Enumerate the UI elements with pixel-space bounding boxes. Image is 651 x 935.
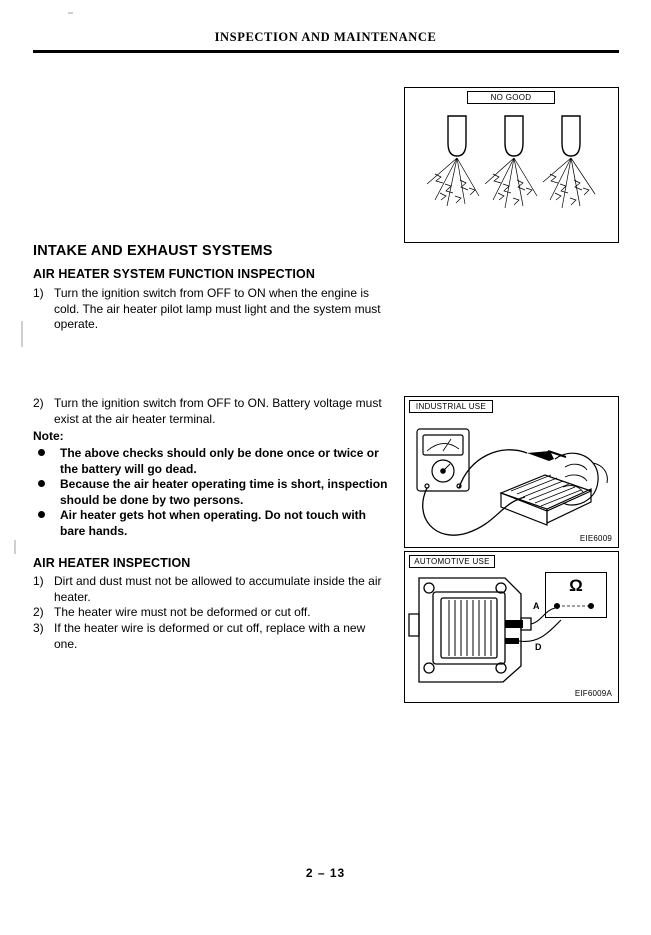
step-2 bbox=[33, 396, 388, 427]
figure-industrial-caption: INDUSTRIAL USE bbox=[409, 400, 493, 413]
figure-automotive-code: EIF6009A bbox=[574, 689, 612, 698]
terminal-label-a: A bbox=[533, 601, 540, 611]
step-2-number: 2) bbox=[33, 396, 44, 410]
inspection-step-2-text: The heater wire must not be deformed or cut off. bbox=[54, 605, 311, 619]
inspection-step-3-text: If the heater wire is deformed or cut off, replace with a new one. bbox=[54, 621, 366, 651]
note-item-2-text: Because the air heater operating time is short, inspection should be done by two persons. bbox=[60, 477, 388, 507]
note-item-2 bbox=[38, 477, 388, 508]
subsection-title-air-heater-function: AIR HEATER SYSTEM FUNCTION INSPECTION bbox=[33, 267, 315, 281]
step-1-text: Turn the ignition switch from OFF to ON when the engine is cold. The air heater pilot lamp must light and the system must operate. bbox=[54, 286, 381, 331]
figure-automotive-caption: AUTOMOTIVE USE bbox=[409, 555, 495, 568]
scan-speck bbox=[21, 321, 23, 347]
nozzle-spray-drawing bbox=[405, 88, 617, 241]
scan-speck bbox=[68, 12, 73, 14]
inspection-step-3 bbox=[33, 621, 388, 652]
figure-nozzle-spray bbox=[404, 87, 619, 243]
bullet-icon bbox=[38, 511, 45, 518]
bullet-icon bbox=[38, 449, 45, 456]
section-title-intake: INTAKE AND EXHAUST SYSTEMS bbox=[33, 243, 273, 259]
inspection-step-2 bbox=[33, 605, 388, 621]
ohm-symbol: Ω bbox=[569, 576, 583, 595]
inspection-step-3-number: 3) bbox=[33, 621, 44, 635]
terminal-label-d: D bbox=[535, 642, 542, 652]
step-1-number: 1) bbox=[33, 286, 44, 300]
automotive-use-drawing bbox=[405, 552, 617, 701]
inspection-step-2-number: 2) bbox=[33, 605, 44, 619]
figure-industrial-code: EIE6009 bbox=[579, 534, 612, 543]
note-item-1-text: The above checks should only be done once or twice or the battery will go dead. bbox=[60, 446, 379, 476]
page-number: 2 – 13 bbox=[305, 866, 346, 880]
inspection-step-1-text: Dirt and dust must not be allowed to accumulate inside the air heater. bbox=[54, 574, 382, 604]
header-divider bbox=[33, 50, 619, 53]
step-1 bbox=[33, 286, 388, 333]
page-header-title: INSPECTION AND MAINTENANCE bbox=[214, 30, 437, 44]
step-2-text: Turn the ignition switch from OFF to ON. Battery voltage must exist at the air heater terminal. bbox=[54, 396, 382, 426]
note-item-3 bbox=[38, 508, 388, 539]
note-item-3-text: Air heater gets hot when operating. Do not touch with bare hands. bbox=[60, 508, 366, 538]
scan-speck bbox=[14, 540, 16, 554]
inspection-step-1-number: 1) bbox=[33, 574, 44, 588]
figure-nozzle-caption: NO GOOD bbox=[467, 91, 555, 104]
subsection-title-air-heater-inspection: AIR HEATER INSPECTION bbox=[33, 556, 191, 570]
note-label: Note: bbox=[33, 429, 64, 443]
figure-automotive-use bbox=[404, 551, 619, 703]
figure-industrial-use bbox=[404, 396, 619, 548]
bullet-icon bbox=[38, 480, 45, 487]
industrial-use-drawing bbox=[405, 397, 617, 546]
inspection-step-1 bbox=[33, 574, 388, 605]
note-item-1 bbox=[38, 446, 388, 477]
